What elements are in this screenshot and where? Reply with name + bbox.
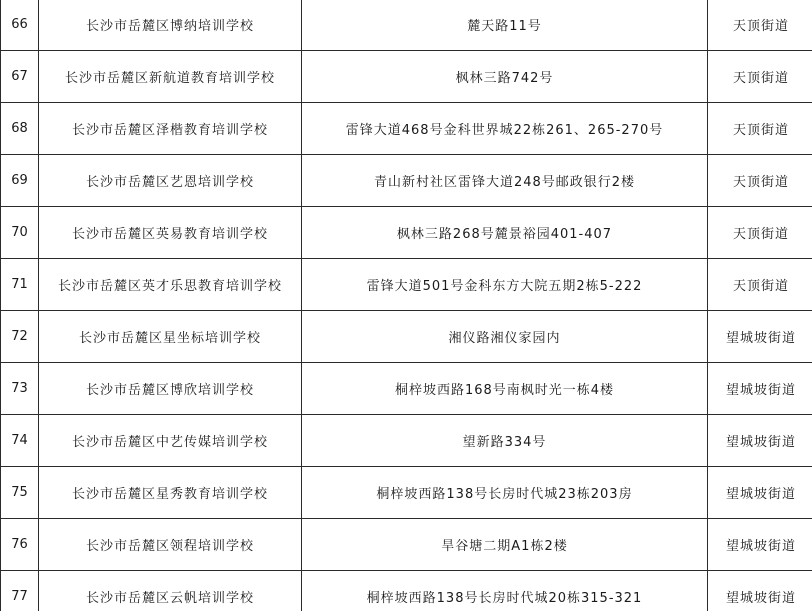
street-office: 天顶街道 <box>708 0 812 51</box>
school-address: 望新路334号 <box>302 415 708 467</box>
table-row <box>1 207 812 259</box>
school-name: 长沙市岳麓区中艺传媒培训学校 <box>39 415 302 467</box>
school-address: 桐梓坡西路168号南枫时光一栋4楼 <box>302 363 708 415</box>
street-office: 望城坡街道 <box>708 519 812 571</box>
street-office: 天顶街道 <box>708 103 812 155</box>
school-address: 湘仪路湘仪家园内 <box>302 311 708 363</box>
street-office: 天顶街道 <box>708 51 812 103</box>
table-row <box>1 259 812 311</box>
school-name: 长沙市岳麓区英才乐思教育培训学校 <box>39 259 302 311</box>
row-number: 77 <box>1 571 39 611</box>
school-name: 长沙市岳麓区星秀教育培训学校 <box>39 467 302 519</box>
table-row <box>1 155 812 207</box>
row-number: 72 <box>1 311 39 363</box>
row-number: 66 <box>1 0 39 51</box>
row-number: 73 <box>1 363 39 415</box>
row-number: 71 <box>1 259 39 311</box>
table-row <box>1 519 812 571</box>
school-address: 桐梓坡西路138号长房时代城20栋315-321 <box>302 571 708 611</box>
street-office: 望城坡街道 <box>708 571 812 611</box>
row-number: 67 <box>1 51 39 103</box>
street-office: 天顶街道 <box>708 207 812 259</box>
school-address: 枫林三路742号 <box>302 51 708 103</box>
table-row <box>1 103 812 155</box>
school-name: 长沙市岳麓区英易教育培训学校 <box>39 207 302 259</box>
row-number: 68 <box>1 103 39 155</box>
street-office: 天顶街道 <box>708 155 812 207</box>
street-office: 望城坡街道 <box>708 363 812 415</box>
school-name: 长沙市岳麓区博欣培训学校 <box>39 363 302 415</box>
school-name: 长沙市岳麓区博纳培训学校 <box>39 0 302 51</box>
table-row <box>1 51 812 103</box>
school-address: 桐梓坡西路138号长房时代城23栋203房 <box>302 467 708 519</box>
table-row <box>1 363 812 415</box>
street-office: 望城坡街道 <box>708 311 812 363</box>
school-address: 麓天路11号 <box>302 0 708 51</box>
street-office: 天顶街道 <box>708 259 812 311</box>
school-name: 长沙市岳麓区新航道教育培训学校 <box>39 51 302 103</box>
row-number: 69 <box>1 155 39 207</box>
table-body <box>1 0 812 611</box>
table-row <box>1 415 812 467</box>
school-name: 长沙市岳麓区艺恩培训学校 <box>39 155 302 207</box>
row-number: 76 <box>1 519 39 571</box>
school-address: 青山新村社区雷锋大道248号邮政银行2楼 <box>302 155 708 207</box>
school-address: 雷锋大道468号金科世界城22栋261、265-270号 <box>302 103 708 155</box>
row-number: 70 <box>1 207 39 259</box>
table-row <box>1 467 812 519</box>
table-row <box>1 0 812 51</box>
table-row <box>1 311 812 363</box>
school-name: 长沙市岳麓区泽楷教育培训学校 <box>39 103 302 155</box>
school-name: 长沙市岳麓区云帆培训学校 <box>39 571 302 611</box>
school-address: 雷锋大道501号金科东方大院五期2栋5-222 <box>302 259 708 311</box>
row-number: 75 <box>1 467 39 519</box>
street-office: 望城坡街道 <box>708 467 812 519</box>
school-address: 旱谷塘二期A1栋2楼 <box>302 519 708 571</box>
school-name: 长沙市岳麓区领程培训学校 <box>39 519 302 571</box>
school-address: 枫林三路268号麓景裕园401-407 <box>302 207 708 259</box>
row-number: 74 <box>1 415 39 467</box>
school-name: 长沙市岳麓区星坐标培训学校 <box>39 311 302 363</box>
street-office: 望城坡街道 <box>708 415 812 467</box>
table-row <box>1 571 812 611</box>
